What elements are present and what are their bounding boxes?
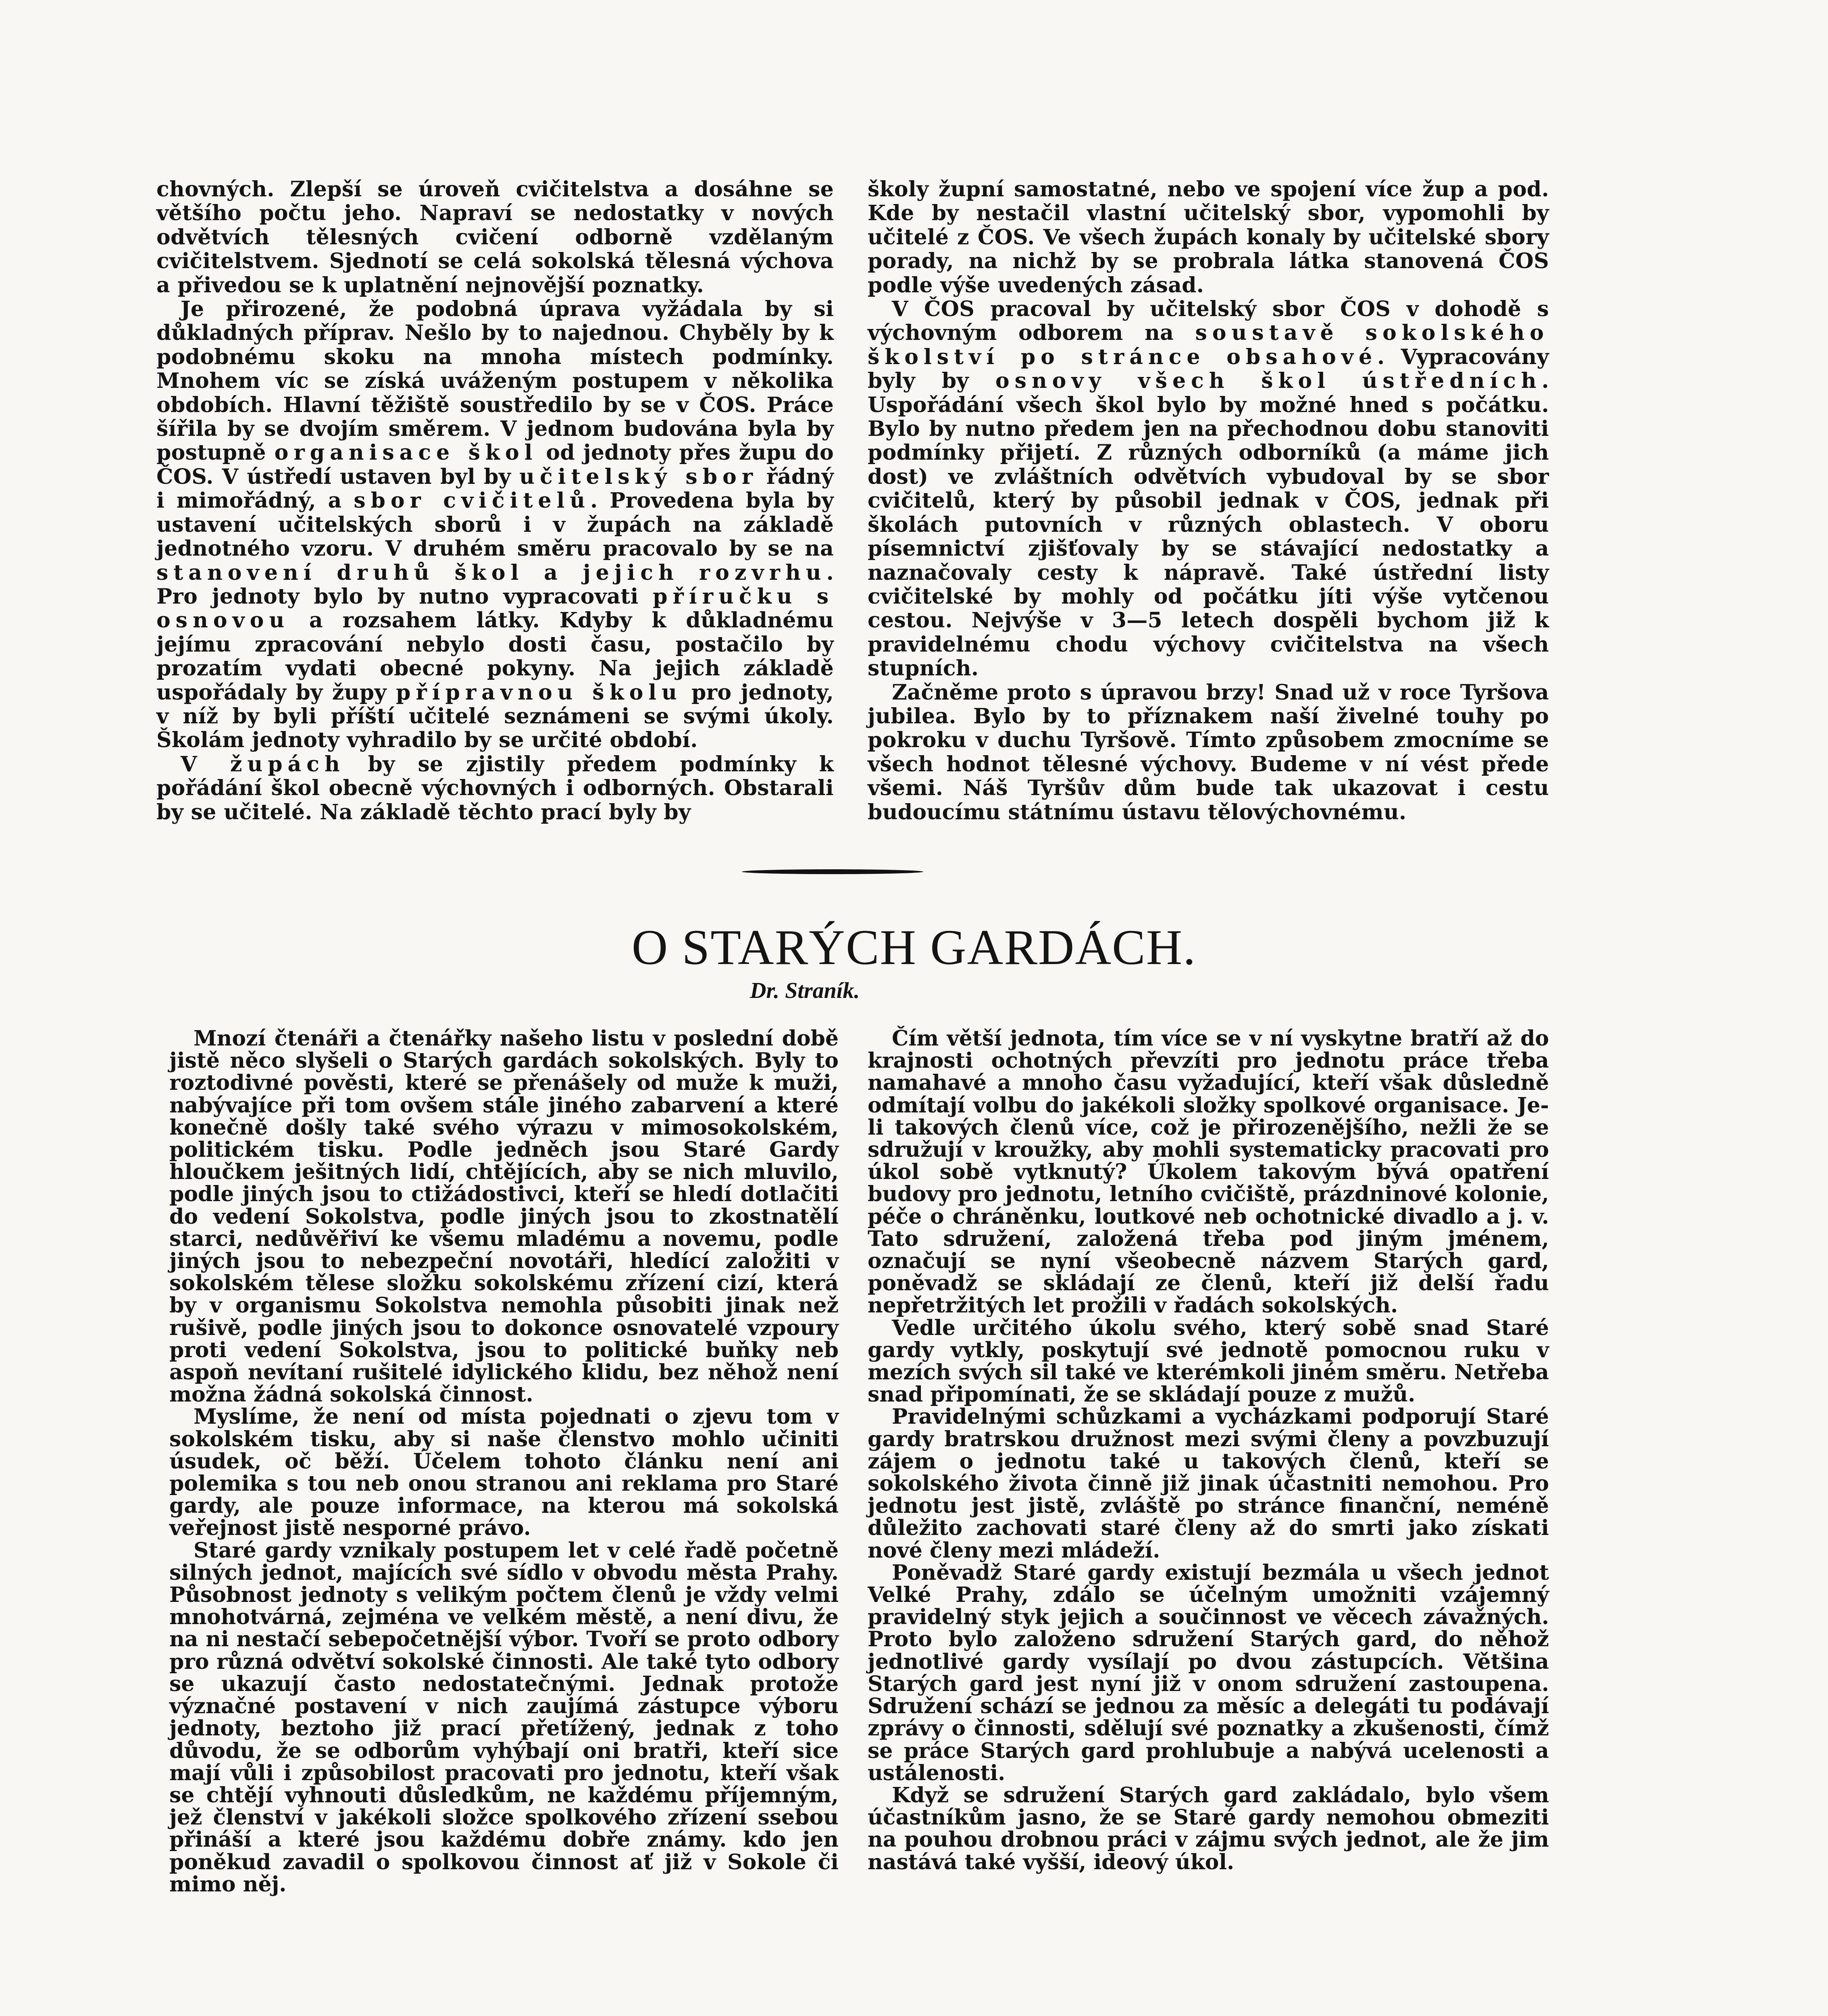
article-right-column — [868, 1027, 1549, 1873]
article-author: Dr. Straník. — [750, 978, 860, 1003]
article-left-column — [169, 1027, 839, 1895]
paragraph: Poněvadž Staré gardy existují bezmála u všech jednot Velké Prahy, zdálo se účelným umožniti vzájemný pravidelný styk jejich a součinnost ve věcech závažných. Proto bylo založeno sdružení Starých gard, do něhož jednotlivé gardy vysílají po dvou zástupcích. Většina Starých gard jest nyní již v onom sdružení zastoupena. Sdružení schází se jednou za měsíc a delegáti tu podávají zprávy o činnosti, sdělují své poznatky a zkušenosti, čímž se práce Starých gard prohlubuje a nabývá ucelenosti a ustálenosti. — [868, 1560, 1549, 1785]
paragraph: V ČOS pracoval by učitelský sbor ČOS v dohodě s výchovným odborem na soustavě sokolského školství po stránce obsahové. Vypracovány byly by osnovy všech škol ústředních. Uspořádání všech škol bylo by možné hned s počátku. Bylo by nutno předem jen na přechodnou dobu stanoviti podmínky přijetí. Z různých odborníků (a máme jich dost) ve zvláštních odvětvích vybudoval by se sbor cvičitelů, který by působil jednak v ČOS, jednak při školách putovních v různých oblastech. V oboru písemnictví zjišťovaly by se stávající nedostatky a naznačovaly cesty k nápravě. Také ústřední listy cvičitelské by mohly od počátku jíti výše vytčenou cestou. Nejvýše v 3—5 letech dospěli bychom již k pravidelnému chodu výchovy cvičitelstva na všech stupních. — [868, 297, 1549, 681]
paragraph: Myslíme, že není od místa pojednati o zjevu tom v sokolském tisku, aby si naše členstvo mohlo učiniti úsudek, oč běží. Účelem tohoto článku není ani polemika s tou neb onou stranou ani reklama pro Staré gardy, ale pouze informace, na kterou má sokolská veřejnost jistě nesporné právo. — [169, 1404, 839, 1541]
top-right-column — [868, 177, 1549, 824]
paragraph: Staré gardy vznikaly postupem let v celé řadě početně silných jednot, majících své sídlo v obvodu města Prahy. Působnost jednoty s velikým počtem členů je vždy velmi mnohotvárná, zejména ve velkém městě, a není divu, že na ni nestačí sebepočetnější výbor. Tvoří se proto odbory pro různá odvětví sokolské činnosti. Ale také tyto odbory se ukazují často nedostatečnými. Jednak protože význačné postavení v nich zaujímá zástupce výboru jednoty, beztoho již prací přetížený, jednak z toho důvodu, že se odborům vyhýbají oni bratři, kteří sice mají vůli i způsobilost pracovati pro jednotu, kteří však se chtějí vyhnouti důsledkům, ne každému příjemným, jež členství v jakékoli složce spolkového zřízení ssebou přináší a které jsou každému dobře známy. kdo jen poněkud zavadil o spolkovou činnost ať již v Sokole či mimo něj. — [169, 1538, 839, 1897]
paragraph: školy župní samostatné, nebo ve spojení více žup a pod. Kde by nestačil vlastní učitelský sbor, vypomohli by učitelé z ČOS. Ve všech župách konaly by učitelské sbory porady, na nichž by se probrala látka stanovená ČOS podle výše uvedených zásad. — [868, 177, 1549, 298]
paragraph: Když se sdružení Starých gard zakládalo, bylo všem účastníkům jasno, že se Staré gardy nemohou obmeziti na pouhou drobnou práci v zájmu svých jednot, ale že jim nastává také vyšší, ideový úkol. — [868, 1783, 1549, 1874]
paragraph: Mnozí čtenáři a čtenářky našeho listu v poslední době jistě něco slyšeli o Starých gardách sokolských. Byly to roztodivné pověsti, které se přenášely od muže k muži, nabývajíce při tom ovšem stále jiného zabarvení a které konečně došly také svého výrazu v mimosokolském, politickém tisku. Podle jedněch jsou Staré Gardy hloučkem ješitných lidí, chtějících, aby se nich mluvilo, podle jiných jsou to ctižádostivci, kteří se hledí dotlačiti do vedení Sokolstva, podle jiných jsou to zkostnatělí starci, nedůvěřiví ke všemu mladému a novemu, podle jiných jsou to nebezpeční novotáři, hledící založiti v sokolském tělese složku sokolskému zřízení cizí, která by v organismu Sokolstva nemohla působiti jinak než rušivě, podle jiných jsou to dokonce osnovatelé vzpoury proti vedení Sokolstva, jsou to politické buňky neb aspoň nevítaní rušitelé idylického klidu, bez něhož není možna žádná sokolská činnost. — [169, 1026, 839, 1407]
paragraph: V župách by se zjistily předem podmínky k pořádání škol obecně výchovných i odborných. Obstarali by se učitelé. Na základě těchto prací byly by — [156, 752, 834, 825]
article-title: O STARÝCH GARDÁCH. — [631, 920, 1197, 975]
top-left-column — [156, 177, 834, 824]
paragraph: Začněme proto s úpravou brzy! Snad už v roce Tyršova jubilea. Bylo by to příznakem naší živelné touhy po pokroku v duchu Tyršově. Tímto způsobem zmocníme se všech hodnot tělesné výchovy. Budeme v ní vést přede všemi. Náš Tyršův dům bude tak ukazovat i cestu budoucímu státnímu ústavu tělovýchovnému. — [868, 680, 1549, 825]
paragraph: chovných. Zlepší se úroveň cvičitelstva a dosáhne se většího počtu jeho. Napraví se nedostatky v nových odvětvích tělesných cvičení odborně vzdělaným cvičitelstvem. Sjednotí se celá sokolská tělesná výchova a přivedou se k uplatnění nejnovější poznatky. — [156, 177, 834, 298]
paragraph: Čím větší jednota, tím více se v ní vyskytne bratří až do krajnosti ochotných převzíti pro jednotu práce třeba namahavé a mnoho času vyžadující, kteří však důsledně odmítají volbu do jakékoli složky spolkové organisace. Je-li takových členů více, což je přirozenějšího, nežli že se sdružují v kroužky, aby mohli systematicky pracovati pro úkol sobě vytknutý? Úkolem takovým bývá opatření budovy pro jednotu, letního cvičiště, prázdninové kolonie, péče o chráněnku, loutkové neb ochotnické divadlo a j. v. Tato sdružení, založená třeba pod jiným jménem, označují se nyní všeobecně názvem Starých gard, poněvadž se skládají ze členů, kteří již delší řadu nepřetržitých let prožili v řadách sokolských. — [868, 1026, 1549, 1318]
paragraph: Vedle určitého úkolu svého, který sobě snad Staré gardy vytkly, poskytují své jednotě pomocnou ruku v mezích svých sil také ve kterémkoli jiném směru. Netřeba snad připomínati, že se skládají pouze z mužů. — [868, 1315, 1549, 1407]
paragraph: Je přirozené, že podobná úprava vyžádala by si důkladných příprav. Nešlo by to najednou. Chyběly by k podobnému skoku na mnoha místech podmínky. Mnohem víc se získá uváženým postupem v několika obdobích. Hlavní těžiště soustředilo by se v ČOS. Práce šířila by se dvojím směrem. V jednom budována byla by postupně organisace škol od jednoty přes župu do ČOS. V ústředí ustaven byl by učitelský sbor řádný i mimořádný, a sbor cvičitelů. Provedena byla by ustavení učitelských sborů i v župách na základě jednotného vzoru. V druhém směru pracovalo by se na stanovení druhů škol a jejich rozvrhu. Pro jednoty bylo by nutno vypracovati příručku s osnovou a rozsahem látky. Kdyby k důkladnému jejímu zpracování nebylo dosti času, postačilo by prozatím vydati obecné pokyny. Na jejich základě uspořádaly by župy přípravnou školu pro jednoty, v níž by byli příští učitelé seznámeni se svými úkoly. Školám jednoty vyhradilo by se určité období. — [156, 297, 834, 753]
section-divider — [742, 869, 923, 874]
paragraph: Pravidelnými schůzkami a vycházkami podporují Staré gardy bratrskou družnost mezi svými členy a povzbuzují zájem o jednotu také u takových členů, kteří se sokolského života činně již jinak účastniti nemohou. Pro jednotu jest jistě, zvláště po stránce finanční, neméně důležito zachovati staré členy až do smrti jako získati nové členy mezi mládeží. — [868, 1404, 1549, 1563]
